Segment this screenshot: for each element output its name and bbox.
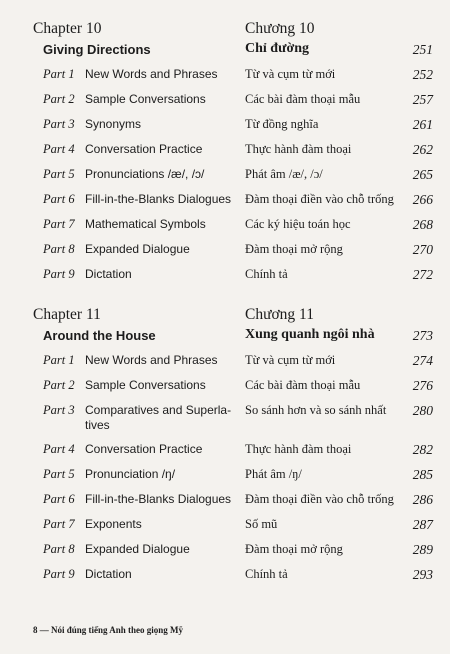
part-title-vi: Đàm thoại điền vào chỗ trống [245,192,394,206]
part-title-vi: Từ và cụm từ mới [245,67,336,81]
toc-entry[interactable] [0,64,450,89]
part-title-en: Comparatives and Superla-tives [85,403,232,432]
chapter-heading [0,20,450,40]
part-page-number: 272 [412,267,433,282]
part-page-number: 261 [412,117,433,132]
chapter-title-row[interactable] [0,40,450,64]
toc-entry[interactable] [0,564,450,589]
part-title-en: Sample Conversations [85,92,206,106]
part-title-en: Expanded Dialogue [85,242,190,256]
part-page-number: 268 [412,217,433,232]
part-title-en: Dictation [85,567,132,581]
part-page-number: 266 [412,192,433,207]
toc-entry[interactable] [0,164,450,189]
chapter-title-en: Giving Directions [43,42,151,57]
chapter-page-number: 251 [412,42,433,57]
chapter-label-en: Chapter 11 [33,306,101,323]
part-page-number: 293 [412,567,433,582]
part-title-vi: So sánh hơn và so sánh nhất [245,403,387,417]
part-title-en: Sample Conversations [85,378,206,392]
part-title-en: Synonyms [85,117,142,131]
part-page-number: 289 [412,542,433,557]
part-title-en: New Words and Phrases [85,67,218,81]
part-title-vi: Từ và cụm từ mới [245,353,336,367]
toc-entry[interactable] [0,464,450,489]
part-label: Part 4 [43,442,75,456]
part-title-vi: Chính tả [245,267,288,281]
part-label: Part 6 [43,192,75,206]
chapter-title-en: Around the House [43,328,156,343]
part-label: Part 2 [43,92,75,106]
part-page-number: 274 [412,353,433,368]
part-title-en: Exponents [85,517,142,531]
part-label: Part 4 [43,142,75,156]
part-title-vi: Đàm thoại điền vào chỗ trống [245,492,394,506]
part-page-number: 282 [412,442,433,457]
part-title-vi: Đàm thoại mở rộng [245,242,343,256]
part-title-vi: Chính tả [245,567,288,581]
toc-entry[interactable] [0,189,450,214]
chapter-title-vi: Xung quanh ngôi nhà [245,327,375,342]
toc-entry[interactable] [0,89,450,114]
part-page-number: 287 [412,517,433,532]
part-label: Part 9 [43,567,75,581]
part-title-vi: Các ký hiệu toán học [245,217,351,231]
part-label: Part 5 [43,467,75,481]
chapter-label-vi: Chương 10 [245,20,315,37]
part-label: Part 3 [43,403,75,417]
part-title-vi: Phát âm /æ/, /ɔ/ [245,167,323,181]
part-page-number: 265 [412,167,433,182]
part-title-en: Conversation Practice [85,442,203,456]
part-label: Part 2 [43,378,75,392]
chapter-title-row[interactable] [0,326,450,350]
chapter-label-en: Chapter 10 [33,20,102,37]
part-title-vi: Các bài đàm thoại mẫu [245,92,361,106]
part-page-number: 252 [412,67,433,82]
toc-entry[interactable] [0,239,450,264]
part-page-number: 257 [412,92,433,107]
part-title-en: Dictation [85,267,132,281]
chapter-title-vi: Chỉ đường [245,41,310,56]
part-label: Part 8 [43,242,75,256]
toc-entry[interactable] [0,139,450,164]
part-label: Part 8 [43,542,75,556]
toc-entry[interactable] [0,264,450,289]
toc-entry[interactable] [0,350,450,375]
part-title-en: Fill-in-the-Blanks Dialogues [85,492,232,506]
chapter-page-number: 273 [412,328,433,343]
part-title-vi: Số mũ [245,517,278,531]
part-label: Part 1 [43,353,75,367]
part-title-en: New Words and Phrases [85,353,218,367]
part-label: Part 3 [43,117,75,131]
part-label: Part 7 [43,517,75,531]
toc-entry[interactable] [0,439,450,464]
part-title-en: Fill-in-the-Blanks Dialogues [85,192,232,206]
toc-entry[interactable] [0,514,450,539]
part-label: Part 5 [43,167,75,181]
part-title-vi: Thực hành đàm thoại [245,442,352,456]
part-title-en: Pronunciations /æ/, /ɔ/ [85,167,205,181]
toc-entry[interactable] [0,539,450,564]
toc-entry[interactable] [0,214,450,239]
toc-entry[interactable] [0,489,450,514]
chapter-section [0,20,450,289]
part-page-number: 280 [412,403,433,418]
part-page-number: 262 [412,142,433,157]
part-title-vi: Các bài đàm thoại mẫu [245,378,361,392]
part-page-number: 286 [412,492,433,507]
part-label: Part 1 [43,67,75,81]
part-title-vi: Thực hành đàm thoại [245,142,352,156]
part-page-number: 285 [412,467,433,482]
chapter-heading [0,306,450,326]
part-page-number: 276 [412,378,433,393]
toc-entry[interactable] [0,400,450,439]
part-title-vi: Từ đồng nghĩa [245,117,319,131]
part-title-vi: Phát âm /ŋ/ [245,467,302,481]
part-title-en: Conversation Practice [85,142,203,156]
part-title-en: Expanded Dialogue [85,542,190,556]
chapter-section [0,306,450,589]
part-title-en: Mathematical Symbols [85,217,206,231]
part-title-en: Pronunciation /ŋ/ [85,467,176,481]
toc-entry[interactable] [0,375,450,400]
part-title-vi: Đàm thoại mở rộng [245,542,343,556]
part-label: Part 7 [43,217,75,231]
page-footer: 8 — Nói đúng tiếng Anh theo giọng Mỹ [33,625,184,635]
toc-entry[interactable] [0,114,450,139]
chapter-label-vi: Chương 11 [245,306,314,323]
part-label: Part 6 [43,492,75,506]
part-label: Part 9 [43,267,75,281]
part-page-number: 270 [412,242,433,257]
